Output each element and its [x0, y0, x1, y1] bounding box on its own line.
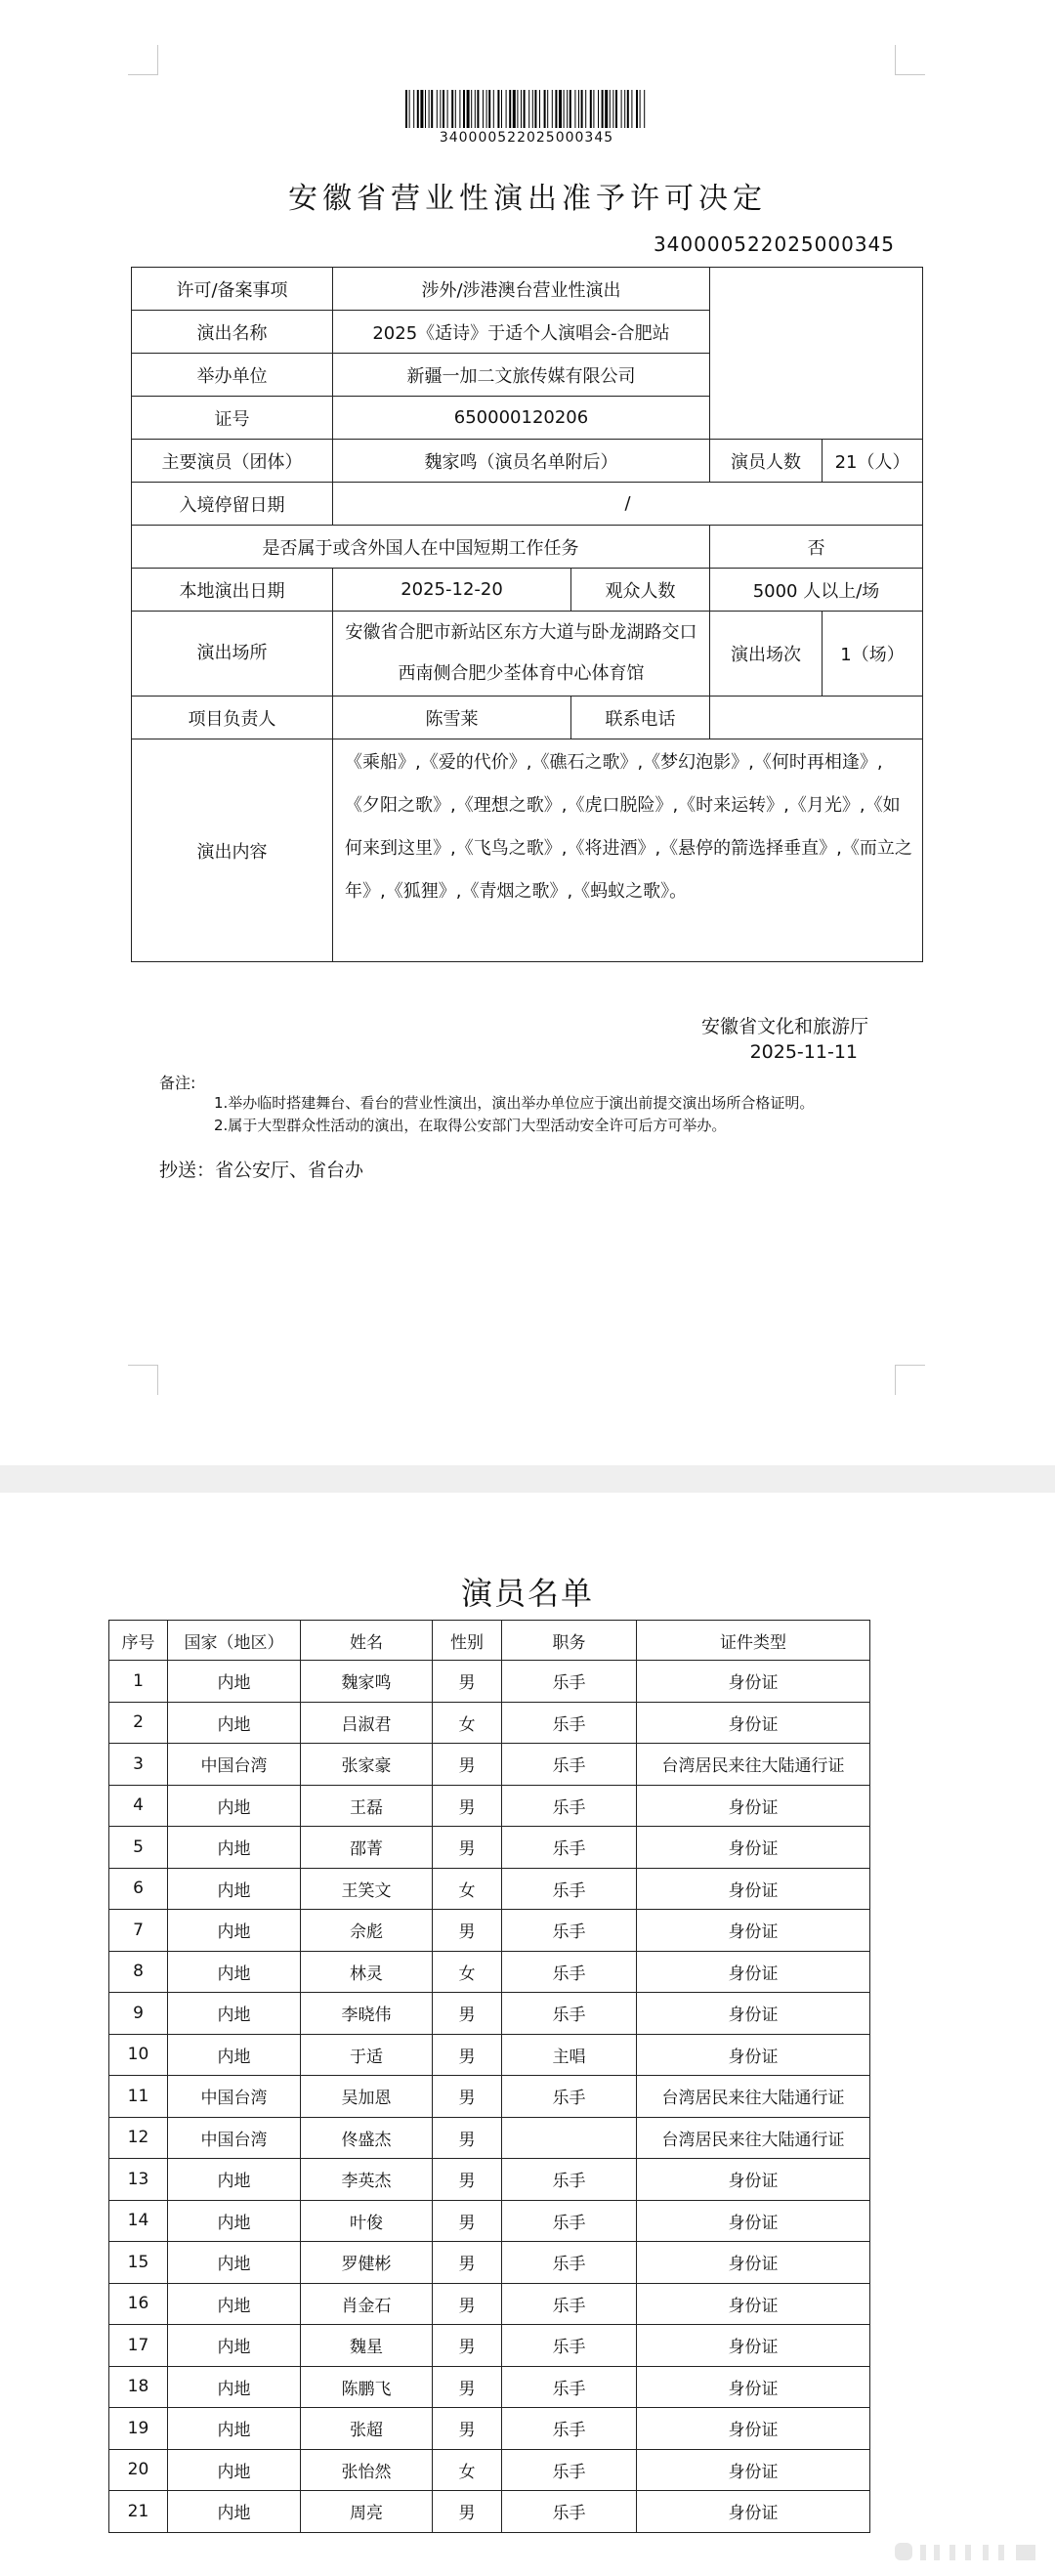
notes-label: 备注: [159, 1074, 196, 1092]
cell-region: 内地 [168, 2159, 301, 2201]
cell-index: 3 [109, 1744, 168, 1786]
cell-id-type: 身份证 [637, 2034, 870, 2076]
table-row [109, 2283, 870, 2325]
barcode [405, 90, 648, 128]
cell-region: 中国台湾 [168, 2117, 301, 2159]
cell-id-type: 身份证 [637, 2449, 870, 2491]
label: 演员人数 [710, 440, 823, 483]
cell-index: 1 [109, 1661, 168, 1703]
cell-id-type: 身份证 [637, 1785, 870, 1827]
barcode-bar [621, 90, 622, 128]
row-date [132, 569, 923, 612]
value: / [333, 483, 923, 526]
cell-region: 内地 [168, 2200, 301, 2242]
cell-region: 内地 [168, 2491, 301, 2533]
label: 本地演出日期 [132, 569, 333, 612]
barcode-bar [497, 90, 499, 128]
value: 新疆一加二文旅传媒有限公司 [333, 354, 710, 397]
cell-region: 内地 [168, 2449, 301, 2491]
label: 主要演员（团体） [132, 440, 333, 483]
cell-region: 内地 [168, 2408, 301, 2450]
cell-id-type: 身份证 [637, 1951, 870, 1993]
barcode-bar [640, 90, 641, 128]
cell-region: 内地 [168, 2325, 301, 2367]
cell-gender: 男 [433, 2200, 502, 2242]
cell-region: 内地 [168, 1868, 301, 1910]
cell-index: 15 [109, 2242, 168, 2284]
cell-name: 魏星 [301, 2325, 433, 2367]
label: 演出名称 [132, 311, 333, 354]
label: 观众人数 [571, 569, 710, 612]
cell-region: 内地 [168, 1702, 301, 1744]
table-header-row [109, 1621, 870, 1661]
cell-id-type: 身份证 [637, 1868, 870, 1910]
value: 否 [710, 526, 923, 569]
cell-name: 肖金石 [301, 2283, 433, 2325]
column-header: 证件类型 [637, 1621, 870, 1661]
cell-role: 乐手 [502, 1827, 637, 1869]
table-row [109, 1993, 870, 2035]
table-row [109, 2408, 870, 2450]
cell-region: 内地 [168, 1951, 301, 1993]
table-row [109, 1744, 870, 1786]
row-foreign [132, 526, 923, 569]
cell-id-type: 身份证 [637, 2491, 870, 2533]
cell-id-type: 台湾居民来往大陆通行证 [637, 2076, 870, 2118]
cell-index: 6 [109, 1868, 168, 1910]
label: 演出场所 [132, 612, 333, 697]
barcode-bar [437, 90, 438, 128]
label: 入境停留日期 [132, 483, 333, 526]
column-header: 序号 [109, 1621, 168, 1661]
value: 2025《适诗》于适个人演唱会-合肥站 [333, 311, 710, 354]
cell-name: 陈鹏飞 [301, 2366, 433, 2408]
cell-index: 8 [109, 1951, 168, 1993]
column-header: 姓名 [301, 1621, 433, 1661]
row-entry [132, 483, 923, 526]
cell-index: 5 [109, 1827, 168, 1869]
cell-index: 20 [109, 2449, 168, 2491]
cell-region: 内地 [168, 1910, 301, 1952]
barcode-bar [429, 90, 430, 128]
barcode-bar [570, 90, 571, 128]
cell-role: 乐手 [502, 1661, 637, 1703]
column-header: 职务 [502, 1621, 637, 1661]
cell-index: 12 [109, 2117, 168, 2159]
barcode-bar [475, 90, 476, 128]
barcode-bar [459, 90, 460, 128]
row-content [132, 739, 923, 962]
cell-id-type: 身份证 [637, 1993, 870, 2035]
barcode-bar [578, 90, 579, 128]
cell-name: 罗健彬 [301, 2242, 433, 2284]
cell-gender: 男 [433, 1661, 502, 1703]
barcode-bar [467, 90, 470, 128]
cell-name: 李晓伟 [301, 1993, 433, 2035]
cell-index: 16 [109, 2283, 168, 2325]
cell-index: 11 [109, 2076, 168, 2118]
permit-table [131, 267, 923, 962]
barcode-bar [431, 90, 433, 128]
barcode-number: 340000522025000345 [439, 130, 614, 146]
label: 是否属于或含外国人在中国短期工作任务 [132, 526, 710, 569]
table-row [109, 2034, 870, 2076]
barcode-bar [605, 90, 608, 128]
cell-name: 李英杰 [301, 2159, 433, 2201]
table-row [109, 1702, 870, 1744]
crop-mark [128, 1365, 158, 1395]
cell-gender: 男 [433, 2366, 502, 2408]
cell-gender: 男 [433, 1993, 502, 2035]
barcode-bar [567, 90, 568, 128]
cell-gender: 男 [433, 2117, 502, 2159]
table-row [109, 2242, 870, 2284]
cell-id-type: 身份证 [637, 1827, 870, 1869]
cell-id-type: 台湾居民来往大陆通行证 [637, 1744, 870, 1786]
cell-role: 乐手 [502, 2076, 637, 2118]
cc-line: 抄送：省公安厅、省台办 [159, 1160, 364, 1181]
cell-role: 乐手 [502, 1785, 637, 1827]
cell-index: 9 [109, 1993, 168, 2035]
barcode-bar [409, 90, 410, 128]
barcode-bar [477, 90, 479, 128]
value: 《乘船》,《爱的代价》,《礁石之歌》,《梦幻泡影》,《何时再相逢》,《夕阳之歌》,《理想之歌》,《虎口脱险》,《时来运转》,《月光》,《如何来到这里》,《飞鸟之歌》,《将进酒》,《悬停的箭选择垂直》,《而立之年》,《狐狸》,《青烟之歌》,《蚂蚁之歌》。 [333, 739, 923, 962]
barcode-bar [420, 90, 423, 128]
barcode-bar [636, 90, 638, 128]
cell-role: 乐手 [502, 2366, 637, 2408]
barcode-bar [463, 90, 465, 128]
barcode-bar [521, 90, 522, 128]
barcode-bar [506, 90, 507, 128]
note-item: 2.属于大型群众性活动的演出，在取得公安部门大型活动安全许可后方可举办。 [214, 1117, 727, 1134]
barcode-bar [405, 90, 407, 128]
cell-gender: 男 [433, 2491, 502, 2533]
value: 魏家鸣（演员名单附后） [333, 440, 710, 483]
barcode-bar [425, 90, 426, 128]
table-row [109, 2449, 870, 2491]
table-row [109, 1827, 870, 1869]
cell-region: 内地 [168, 2242, 301, 2284]
table-row [109, 2159, 870, 2201]
cell-gender: 男 [433, 1744, 502, 1786]
barcode-bar [493, 90, 494, 128]
cell-role: 乐手 [502, 1910, 637, 1952]
cell-name: 张家豪 [301, 1744, 433, 1786]
cell-region: 内地 [168, 1993, 301, 2035]
cell-role: 主唱 [502, 2034, 637, 2076]
cell-region: 内地 [168, 1661, 301, 1703]
value [710, 697, 923, 739]
barcode-bar [534, 90, 536, 128]
barcode-bar [440, 90, 441, 128]
cell-region: 内地 [168, 1785, 301, 1827]
cell-id-type: 台湾居民来往大陆通行证 [637, 2117, 870, 2159]
cell-name: 佘彪 [301, 1910, 433, 1952]
note-item: 1.举办临时搭建舞台、看台的营业性演出，演出举办单位应于演出前提交演出场所合格证明。 [214, 1094, 815, 1112]
cell-gender: 女 [433, 1702, 502, 1744]
barcode-bar [627, 90, 629, 128]
cell-id-type: 身份证 [637, 2366, 870, 2408]
cell-id-type: 身份证 [637, 1702, 870, 1744]
blank-cell [710, 268, 923, 440]
cell-name: 吕淑君 [301, 1702, 433, 1744]
cell-index: 14 [109, 2200, 168, 2242]
cell-name: 叶俊 [301, 2200, 433, 2242]
cell-gender: 男 [433, 1785, 502, 1827]
cell-id-type: 身份证 [637, 2325, 870, 2367]
cell-role: 乐手 [502, 2491, 637, 2533]
issue-date: 2025-11-11 [749, 1041, 858, 1063]
table-row [109, 2200, 870, 2242]
table-row [109, 1951, 870, 1993]
performer-list-page [0, 1493, 1055, 2576]
cell-gender: 男 [433, 2283, 502, 2325]
cell-id-type: 身份证 [637, 2200, 870, 2242]
row-performer [132, 440, 923, 483]
barcode-bar [602, 90, 604, 128]
value: 21（人） [823, 440, 923, 483]
barcode-bar [581, 90, 583, 128]
cell-role: 乐手 [502, 2408, 637, 2450]
cell-index: 4 [109, 1785, 168, 1827]
barcode-bar [564, 90, 565, 128]
cell-gender: 女 [433, 1951, 502, 1993]
cell-name: 王磊 [301, 1785, 433, 1827]
barcode-bar [413, 90, 414, 128]
barcode-bar [547, 90, 548, 128]
barcode-bar [447, 90, 448, 128]
issuing-authority: 安徽省文化和旅游厅 [700, 1016, 868, 1037]
cell-name: 吴加恩 [301, 2076, 433, 2118]
cell-role: 乐手 [502, 2200, 637, 2242]
barcode-bar [483, 90, 484, 128]
cell-index: 10 [109, 2034, 168, 2076]
barcode-bar [610, 90, 611, 128]
cell-gender: 男 [433, 2408, 502, 2450]
barcode-bar [509, 90, 511, 128]
barcode-bar [532, 90, 533, 128]
row-manager [132, 697, 923, 739]
column-header: 国家（地区） [168, 1621, 301, 1661]
cell-gender: 女 [433, 2449, 502, 2491]
cell-role: 乐手 [502, 1744, 637, 1786]
cell-role: 乐手 [502, 2159, 637, 2201]
value: 5000 人以上/场 [710, 569, 923, 612]
cell-region: 内地 [168, 2283, 301, 2325]
column-header: 性别 [433, 1621, 502, 1661]
barcode-bar [593, 90, 594, 128]
cell-role: 乐手 [502, 2325, 637, 2367]
table-row [109, 2117, 870, 2159]
barcode-bar [528, 90, 529, 128]
barcode-bar [555, 90, 557, 128]
label: 演出内容 [132, 739, 333, 962]
crop-mark [895, 1365, 925, 1395]
barcode-bar [612, 90, 613, 128]
cell-name: 邵菁 [301, 1827, 433, 1869]
cell-id-type: 身份证 [637, 2283, 870, 2325]
cell-role: 乐手 [502, 2283, 637, 2325]
cell-gender: 女 [433, 1868, 502, 1910]
cell-id-type: 身份证 [637, 2408, 870, 2450]
barcode-bar [644, 90, 645, 128]
cell-region: 内地 [168, 2034, 301, 2076]
cell-region: 中国台湾 [168, 1744, 301, 1786]
cell-index: 18 [109, 2366, 168, 2408]
document-title: 安徽省营业性演出准予许可决定 [288, 182, 767, 216]
performer-table [108, 1620, 870, 2533]
cell-role: 乐手 [502, 1993, 637, 2035]
value: 1（场） [823, 612, 923, 697]
barcode-bar [574, 90, 575, 128]
cell-gender: 男 [433, 1827, 502, 1869]
cell-role: 乐手 [502, 2242, 637, 2284]
list-title: 演员名单 [460, 1575, 594, 1612]
table-row [109, 2076, 870, 2118]
cell-role: 乐手 [502, 1951, 637, 1993]
cell-role: 乐手 [502, 1702, 637, 1744]
document-number: 340000522025000345 [653, 232, 895, 256]
label: 项目负责人 [132, 697, 333, 739]
value: 陈雪莱 [333, 697, 571, 739]
cell-index: 21 [109, 2491, 168, 2533]
label: 许可/备案事项 [132, 268, 333, 311]
label: 举办单位 [132, 354, 333, 397]
cell-index: 19 [109, 2408, 168, 2450]
cell-region: 中国台湾 [168, 2076, 301, 2118]
barcode-bar [455, 90, 456, 128]
cell-role: 乐手 [502, 2449, 637, 2491]
table-row [109, 1785, 870, 1827]
cell-name: 魏家鸣 [301, 1661, 433, 1703]
barcode-bar [598, 90, 599, 128]
cell-id-type: 身份证 [637, 2242, 870, 2284]
cell-gender: 男 [433, 1910, 502, 1952]
value: 650000120206 [333, 397, 710, 440]
cell-index: 13 [109, 2159, 168, 2201]
value: 2025-12-20 [333, 569, 571, 612]
cell-name: 于适 [301, 2034, 433, 2076]
cell-gender: 男 [433, 2242, 502, 2284]
barcode-bar [486, 90, 487, 128]
barcode-bar [544, 90, 546, 128]
cell-region: 内地 [168, 1827, 301, 1869]
barcode-bar [471, 90, 472, 128]
barcode-bar [417, 90, 419, 128]
cell-id-type: 身份证 [637, 2159, 870, 2201]
barcode-bar [585, 90, 586, 128]
cell-id-type: 身份证 [637, 1910, 870, 1952]
cell-name: 佟盛杰 [301, 2117, 433, 2159]
barcode-bar [631, 90, 632, 128]
cell-gender: 男 [433, 2159, 502, 2201]
value: 涉外/涉港澳台营业性演出 [333, 268, 710, 311]
barcode-bar [559, 90, 562, 128]
table-row [109, 1868, 870, 1910]
cell-role: 乐手 [502, 1868, 637, 1910]
barcode-bar [615, 90, 617, 128]
label: 联系电话 [571, 697, 710, 739]
table-row [109, 1661, 870, 1703]
cell-index: 7 [109, 1910, 168, 1952]
cell-name: 林灵 [301, 1951, 433, 1993]
table-row [109, 2366, 870, 2408]
barcode-bar [624, 90, 625, 128]
cell-name: 王笑文 [301, 1868, 433, 1910]
table-row [109, 2325, 870, 2367]
cell-gender: 男 [433, 2076, 502, 2118]
cell-index: 2 [109, 1702, 168, 1744]
cell-name: 张超 [301, 2408, 433, 2450]
crop-mark [895, 45, 925, 75]
cell-region: 内地 [168, 2366, 301, 2408]
cell-gender: 男 [433, 2034, 502, 2076]
cell-id-type: 身份证 [637, 1661, 870, 1703]
page-separator [0, 1465, 1055, 1493]
barcode-bar [524, 90, 526, 128]
cell-name: 张怡然 [301, 2449, 433, 2491]
label: 演出场次 [710, 612, 823, 697]
barcode-bar [590, 90, 592, 128]
barcode-bar [552, 90, 553, 128]
cell-index: 17 [109, 2325, 168, 2367]
cell-role [502, 2117, 637, 2159]
crop-mark [128, 45, 158, 75]
cell-gender: 男 [433, 2325, 502, 2367]
barcode-bar [443, 90, 444, 128]
barcode-bar [513, 90, 516, 128]
barcode-bar [488, 90, 490, 128]
barcode-bar [517, 90, 518, 128]
cell-name: 周亮 [301, 2491, 433, 2533]
watermark-logo [895, 2541, 1041, 2562]
value: 安徽省合肥市新站区东方大道与卧龙湖路交口西南侧合肥少荃体育中心体育馆 [333, 612, 710, 697]
table-row [109, 2491, 870, 2533]
barcode-bar [539, 90, 540, 128]
label: 证号 [132, 397, 333, 440]
table-row [109, 1910, 870, 1952]
barcode-bar [501, 90, 502, 128]
row-item [132, 268, 923, 311]
barcode-bar [451, 90, 453, 128]
row-venue [132, 612, 923, 697]
